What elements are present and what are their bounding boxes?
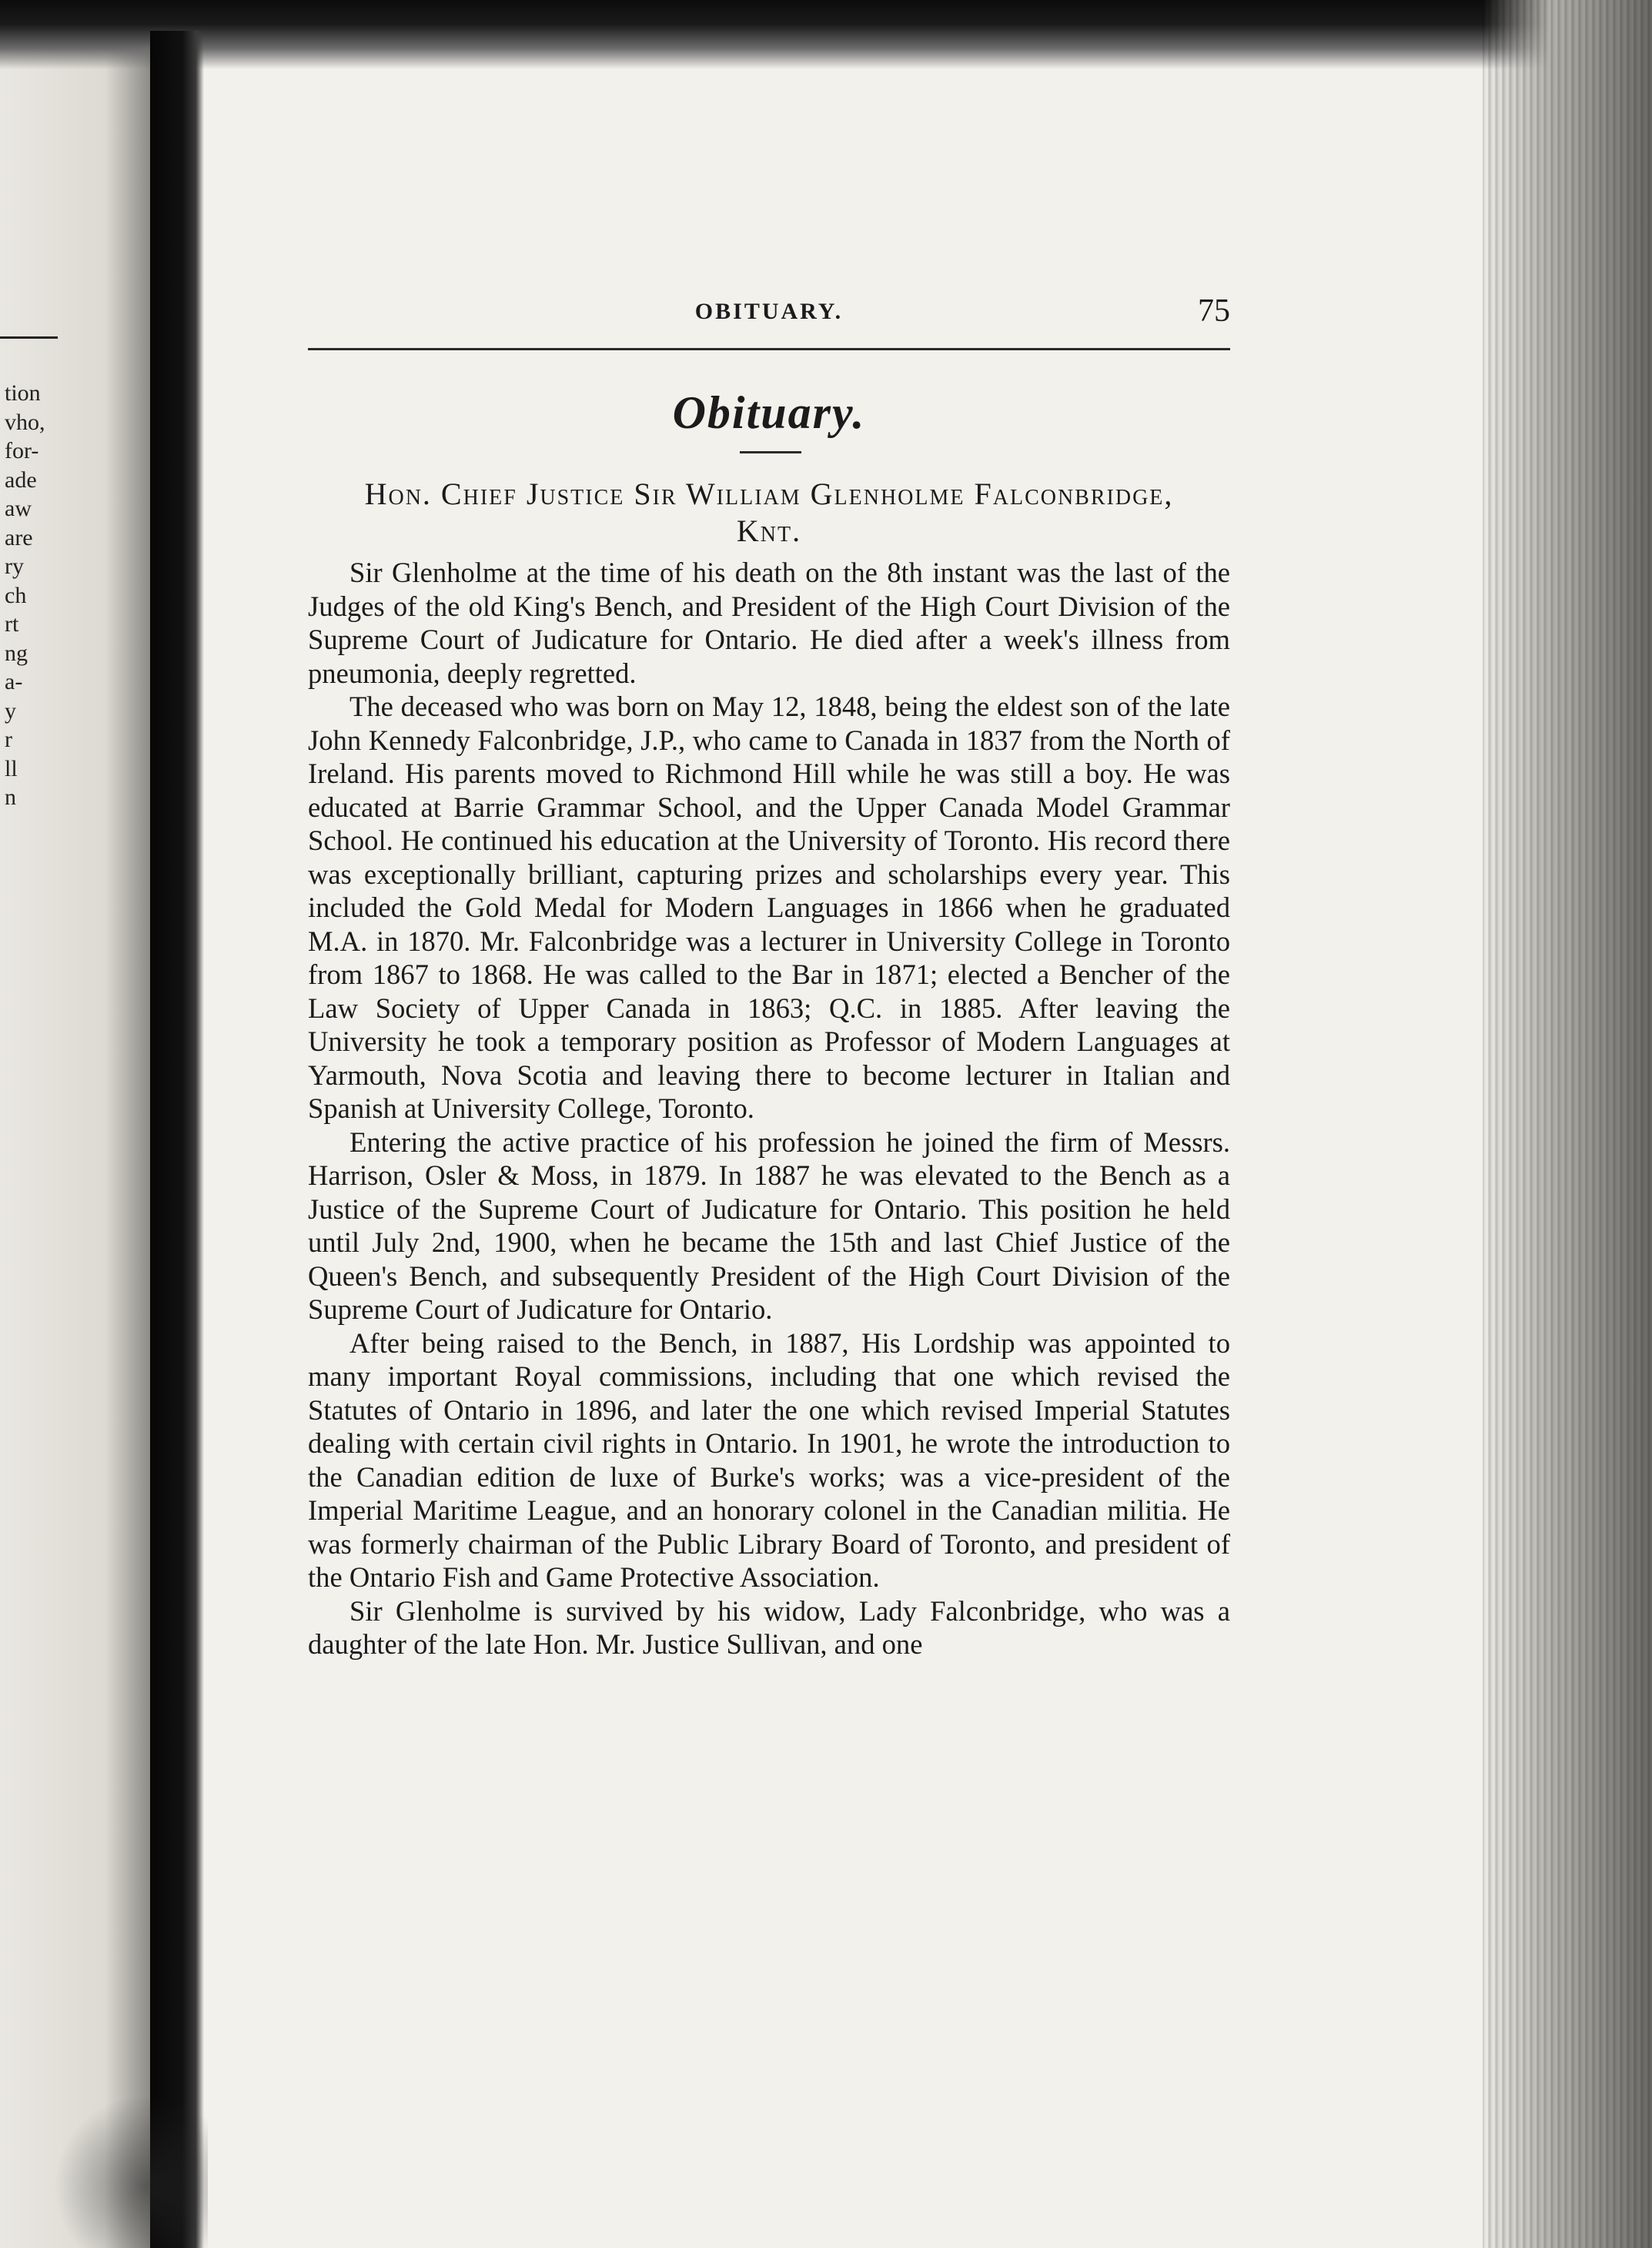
title-rule [740,451,801,453]
fragment-line: n [5,784,16,810]
fragment-line: y [5,697,16,724]
fragment-line: ng [5,640,28,666]
adjacent-page-edge [0,46,150,2248]
book-spine-shadow [150,31,204,2248]
obituary-subject [308,476,1230,550]
fragment-line: a- [5,669,23,694]
fragment-line: rt [5,611,19,637]
scan-blot [54,2094,208,2248]
paragraph: Sir Glenholme is survived by his widow, Lady Falconbridge, who was a daughter of the late Hon. Mr. Justice Sullivan, and one [308,1594,1230,1660]
page-header [308,293,1230,337]
subject-name: Hon. Chief Justice Sir William Glenholme Falconbridge, [364,477,1174,511]
paragraph: The deceased who was born on May 12, 1848, being the eldest son of the late John Kennedy Falconbridge, J.P., who came to Canada in 1837 from the North of Ireland. His parents moved to Richmond Hill while he was still a boy. He was educated at Barrie Grammar School, and the Upper Canada Model Grammar School. He continued his education at the University of Toronto. His record there was exceptionally brilliant, capturing prizes and scholarships every year. This included the Gold Medal for Modern Languages in 1866 when he graduated M.A. in 1870. Mr. Falconbridge was a lecturer in University College in Toronto from 1867 to 1868. He was called to the Bar in 1871; elected a Bencher of the Law Society of Upper Canada in 1863; Q.C. in 1885. After leaving the University he took a temporary position as Professor of Modern Languages at Yarmouth, Nova Scotia and leaving there to become lecturer in Italian and Spanish at University College, Toronto. [308,691,1230,1124]
paragraph: Sir Glenholme at the time of his death on the 8th instant was the last of the Judges of the old King's Bench, and President of the High Court Division of the Supreme Court of Judicature for Ontario. He died after a week's illness from pneumonia, deeply regretted. [308,557,1230,689]
page-edge-right [1483,0,1652,2248]
fragment-line: ry [5,554,24,579]
fragment-line: for- [5,438,39,463]
fragment-line: are [5,524,33,550]
section-title: Obituary. [672,387,866,438]
subject-title: Knt. [736,513,802,548]
header-rule [308,348,1230,350]
paragraph: After being raised to the Bench, in 1887, His Lordship was appointed to many important Royal commissions, including that one which revised the Statutes of Ontario in 1896, and later the one which revised Imperial Statutes dealing with certain civil rights in Ontario. In 1901, he wrote the introduction to the Canadian edition de luxe of Burke's works; was a vice-president of the Imperial Maritime League, and an honorary colonel in the Canadian militia. He was formerly chairman of the Public Library Board of Toronto, and president of the Ontario Fish and Game Protective Association. [308,1326,1230,1593]
fragment-line: r [5,727,12,752]
fragment-line: tion [5,380,41,406]
fragment-line: aw [5,496,32,521]
fragment-line: ch [5,582,27,608]
adjacent-page-rule [0,336,58,339]
fragment-line: ll [5,755,18,781]
paragraph: Entering the active practice of his profession he joined the firm of Messrs. Harrison, Osler & Moss, in 1879. In 1887 he was elevated to the Bench as a Justice of the Supreme Court of Judicature for Ontario. This position he held until July 2nd, 1900, when he became the 15th and last Chief Justice of the Queen's Bench, and subsequently President of the High Court Division of the Supreme Court of Judicature for Ontario. [308,1126,1230,1325]
fragment-line: vho, [5,409,45,435]
scan-top-shadow [0,0,1652,69]
page-number: 75 [1198,293,1230,329]
obituary-body [308,556,1230,1661]
adjacent-page-fragments [5,379,59,812]
fragment-line: ade [5,467,37,493]
running-head: OBITUARY. [694,299,844,324]
